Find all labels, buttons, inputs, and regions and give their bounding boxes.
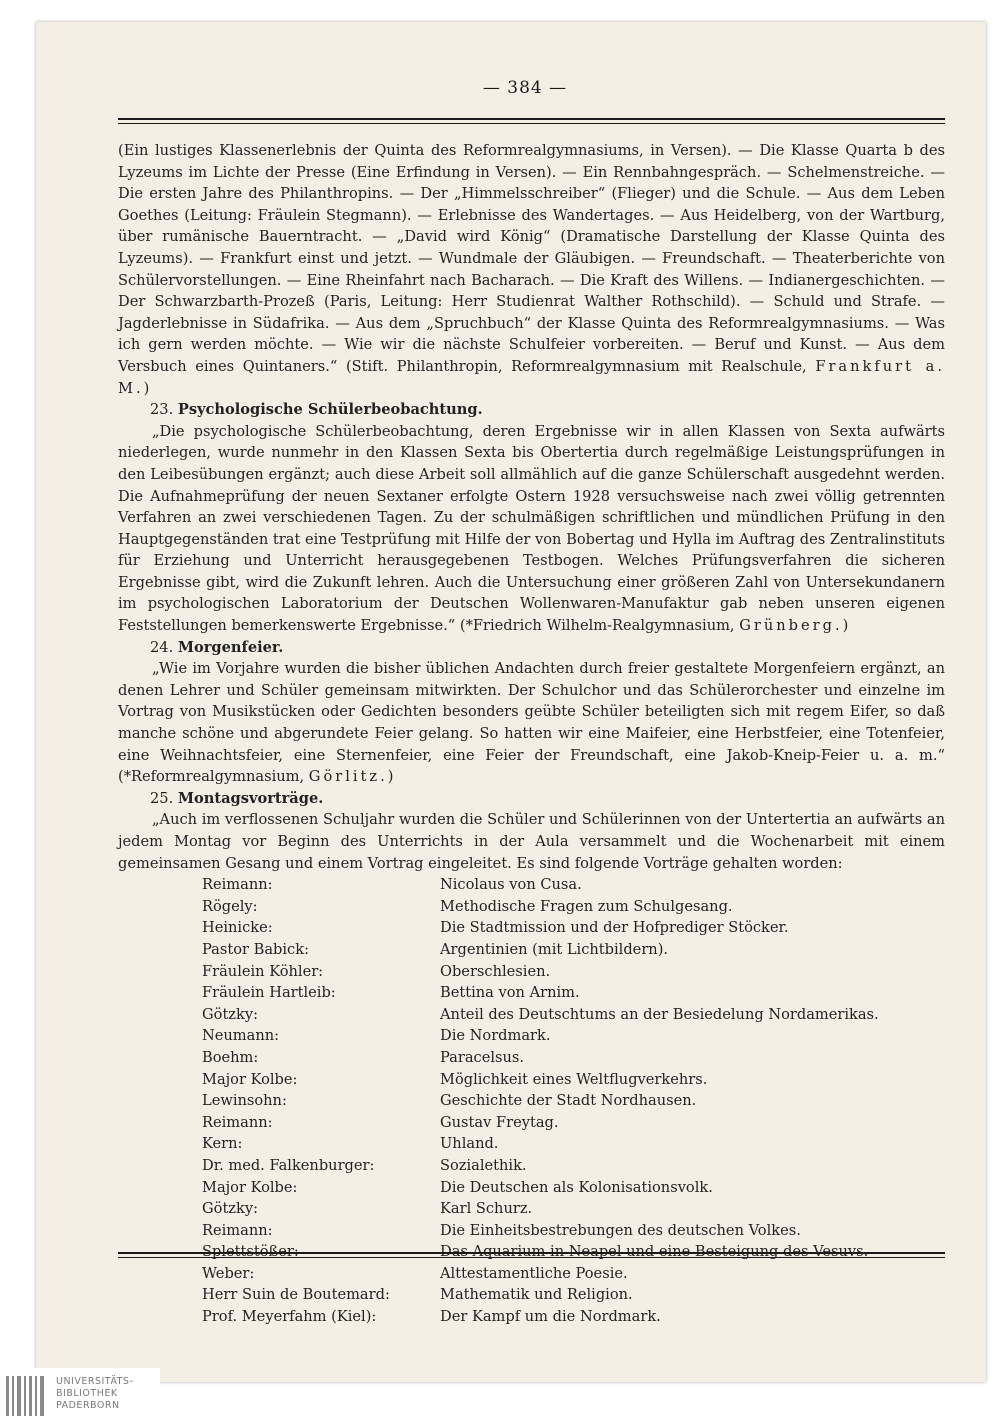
lecture-topic: Mathematik und Religion. bbox=[440, 1286, 633, 1304]
source-city: Görlitz.) bbox=[308, 768, 397, 786]
list-item bbox=[118, 1284, 945, 1306]
list-item bbox=[118, 1133, 945, 1155]
lecture-speaker: Reimann: bbox=[202, 876, 273, 894]
list-item bbox=[118, 1112, 945, 1134]
section-heading-24: 24. Morgenfeier. bbox=[150, 638, 284, 656]
page-number: — 384 — bbox=[482, 78, 568, 98]
lecture-speaker: Weber: bbox=[202, 1264, 255, 1282]
lecture-speaker: Major Kolbe: bbox=[202, 1070, 298, 1088]
page-body bbox=[118, 140, 945, 1328]
lecture-speaker: Dr. med. Falkenburger: bbox=[202, 1156, 375, 1174]
intro-source-city: Frankfurt a. M.) bbox=[118, 357, 945, 397]
lecture-speaker: Götzky: bbox=[202, 1200, 259, 1218]
list-item bbox=[118, 1155, 945, 1177]
footer-rule bbox=[118, 1252, 945, 1258]
lecture-speaker: Fräulein Hartleib: bbox=[202, 984, 336, 1002]
list-item bbox=[118, 896, 945, 918]
lecture-topic: Paracelsus. bbox=[440, 1048, 525, 1066]
library-barcode-icon bbox=[4, 1374, 48, 1418]
intro-text: (Ein lustiges Klassenerlebnis der Quinta des Reformrealgymnasiums, in Versen). — Die Klasse Quarta b des Lyzeums im Lichte der Presse (Eine Erfindung in Versen). — Ein Rennbahngespräch. — Schelmenstreiche. — Die ersten Jahre des Philanthropins. — Der „Himmelsschreiber“ (Flieger) und die Schule. — Aus dem Leben Goethes (Leitung: Fräulein Stegmann). — Erlebnisse des Wandertages. — Aus Heidelberg, von der Wartburg, über rumänische Bauerntracht. — „David wird König“ (Dramatische Darstellung der Klasse Quinta des Lyzeums). — Frankfurt einst und jetzt. — Wundmale der Gläubigen. — Freundschaft. — Theaterberichte von Schülervorstellungen. — Eine Rheinfahrt nach Bacharach. — Die Kraft des Willens. — Indianergeschichten. — Der Schwarzbarth-Prozeß (Paris, Leitung: Herr Studienrat Walther Rothschild). — Schuld und Strafe. — Jagderlebnisse in Südafrika. — Aus dem „Spruchbuch“ der Klasse Quinta des Reformrealgymnasiums. — Was ich gern werden möchte. — Wie wir die nächste Schulfeier vorbereiten. — Beruf und Kunst. — Aus dem Versbuch eines Quintaners.“ (Stift. Philanthropin, Reformrealgymnasium mit Realschule, bbox=[118, 142, 945, 375]
lecture-speaker: Boehm: bbox=[202, 1048, 259, 1066]
section-text-24: „Wie im Vorjahre wurden die bisher üblichen Andachten durch freier gestaltete Morgenfeiern ergänzt, an denen Lehrer und Schüler gemeinsam mitwirkten. Der Schulchor und das Schülerorchester und einzelne im Vortrag von Musikstücken oder Gedichten besonders geübte Schüler beteiligten sich mit regem Eifer, so daß manche schöne und abgerundete Feier gelang. So hatten wir eine Maifeier, eine Herbstfeier, eine Totenfeier, eine Weihnachtsfeier, eine Sternenfeier, eine Feier der Freundschaft, eine Jakob-Kneip-Feier u. a. m.“ (*Reformrealgymnasium, Görlitz.) bbox=[118, 660, 945, 786]
lecture-topic: Die Deutschen als Kolonisationsvolk. bbox=[440, 1178, 713, 1196]
section-title: Morgenfeier. bbox=[177, 638, 284, 656]
list-item bbox=[118, 1198, 945, 1220]
list-item bbox=[118, 1263, 945, 1285]
lecture-speaker: Reimann: bbox=[202, 1113, 273, 1131]
list-item bbox=[118, 961, 945, 983]
section-title: Psychologische Schülerbeobachtung. bbox=[177, 401, 483, 419]
list-item bbox=[118, 917, 945, 939]
lecture-topic: Bettina von Arnim. bbox=[440, 984, 580, 1002]
list-item bbox=[118, 1090, 945, 1112]
lecture-speaker: Rögely: bbox=[202, 897, 258, 915]
section-title: Montagsvorträge. bbox=[177, 789, 324, 807]
list-item bbox=[118, 1306, 945, 1328]
list-item bbox=[118, 1047, 945, 1069]
list-item bbox=[118, 1004, 945, 1026]
lecture-speaker: Heinicke: bbox=[202, 919, 273, 937]
section-text-23: „Die psychologische Schülerbeobachtung, deren Ergebnisse wir in allen Klassen von Sexta aufwärts niederlegen, wurde nunmehr in den Klassen Sexta bis Obertertia durch regelmäßige Leistungsprüfungen in den Leibesübungen ergänzt; auch diese Arbeit soll allmählich auf die ganze Schülerschaft ausgedehnt werden. Die Aufnahmeprüfung der neuen Sextaner erfolgte Ostern 1928 versuchsweise nach zwei völlig getrennten Verfahren an zwei verschiedenen Tagen. Zu der schulmäßigen schriftlichen und mündlichen Prüfung in den Hauptgegenständen trat eine Testprüfung mit Hilfe der von Bobertag und Hylla im Auftrag des Zentralinstituts für Erziehung und Unterricht herausgegebenen Testbogen. Welches Prüfungsverfahren die sicheren Ergebnisse gibt, wird die Zukunft lehren. Auch die Untersuchung einer größeren Zahl von Untersekundanern im psychologischen Laboratorium der Deutschen Wollenwaren-Manufaktur gab neben unseren eigenen Feststellungen bemerkenswerte Ergebnisse.“ (*Friedrich Wilhelm-Realgymnasium, Grünberg.) bbox=[118, 422, 945, 635]
lecture-speaker: Fräulein Köhler: bbox=[202, 962, 324, 980]
list-item bbox=[118, 1069, 945, 1091]
list-item bbox=[118, 1025, 945, 1047]
lecture-topic: Die Nordmark. bbox=[440, 1027, 551, 1045]
lecture-topic: Alttestamentliche Poesie. bbox=[440, 1264, 628, 1282]
lecture-speaker: Pastor Babick: bbox=[202, 940, 309, 958]
list-item bbox=[118, 939, 945, 961]
lecture-topic: Methodische Fragen zum Schulgesang. bbox=[440, 897, 733, 915]
list-item bbox=[118, 982, 945, 1004]
header-rule bbox=[118, 118, 945, 124]
list-item bbox=[118, 1220, 945, 1242]
lecture-topic: Möglichkeit eines Weltflugverkehrs. bbox=[440, 1070, 708, 1088]
lecture-topic: Der Kampf um die Nordmark. bbox=[440, 1308, 661, 1326]
lecture-topic: Uhland. bbox=[440, 1135, 499, 1153]
lecture-topic: Sozialethik. bbox=[440, 1156, 527, 1174]
lecture-topic: Geschichte der Stadt Nordhausen. bbox=[440, 1092, 697, 1110]
lecture-list bbox=[118, 874, 945, 1327]
lecture-topic: Anteil des Deutschtums an der Besiedelung Nordamerikas. bbox=[440, 1005, 879, 1023]
section-heading-25: 25. Montagsvorträge. bbox=[150, 789, 324, 807]
source-city: Grünberg.) bbox=[739, 617, 852, 635]
section-heading-23: 23. Psychologische Schülerbeobachtung. bbox=[150, 401, 483, 419]
lecture-speaker: Major Kolbe: bbox=[202, 1178, 298, 1196]
library-logo bbox=[0, 1368, 160, 1420]
lecture-speaker: Lewinsohn: bbox=[202, 1092, 287, 1110]
lecture-speaker: Herr Suin de Boutemard: bbox=[202, 1286, 390, 1304]
library-logo-text: UNIVERSITÄTS- BIBLIOTHEK PADERBORN bbox=[56, 1376, 134, 1411]
lecture-speaker: Reimann: bbox=[202, 1221, 273, 1239]
section-text-25: „Auch im verflossenen Schuljahr wurden die Schüler und Schülerinnen von der Untertertia an aufwärts an jedem Montag vor Beginn des Unterrichts in der Aula versammelt und die Wochenarbeit mit einem gemeinsamen Gesang und einem Vortrag eingeleitet. Es sind folgende Vorträge gehalten worden: bbox=[118, 811, 945, 872]
lecture-speaker: Götzky: bbox=[202, 1005, 259, 1023]
lecture-topic: Argentinien (mit Lichtbildern). bbox=[440, 940, 669, 958]
lecture-speaker: Neumann: bbox=[202, 1027, 280, 1045]
lecture-topic: Nicolaus von Cusa. bbox=[440, 876, 582, 894]
list-item bbox=[118, 874, 945, 896]
lecture-topic: Oberschlesien. bbox=[440, 962, 551, 980]
lecture-topic: Die Einheitsbestrebungen des deutschen Volkes. bbox=[440, 1221, 801, 1239]
list-item bbox=[118, 1177, 945, 1199]
intro-paragraph bbox=[118, 140, 945, 399]
lecture-topic: Gustav Freytag. bbox=[440, 1113, 559, 1131]
lecture-speaker: Prof. Meyerfahm (Kiel): bbox=[202, 1308, 377, 1326]
lecture-topic: Karl Schurz. bbox=[440, 1200, 533, 1218]
lecture-topic: Die Stadtmission und der Hofprediger Stöcker. bbox=[440, 919, 789, 937]
lecture-speaker: Kern: bbox=[202, 1135, 243, 1153]
